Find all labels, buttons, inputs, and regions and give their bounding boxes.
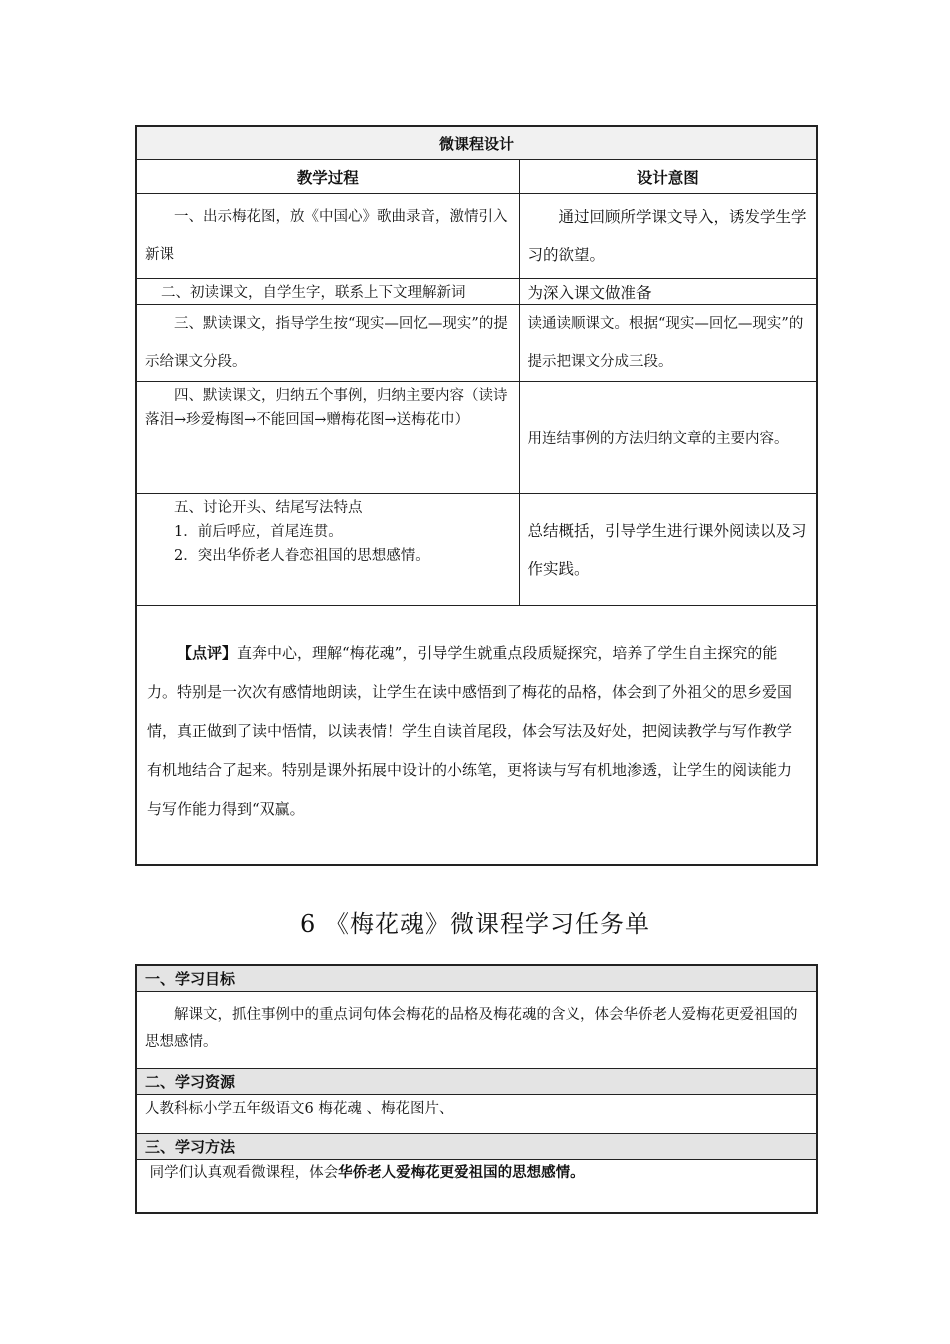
intent-cell-3: 读通读顺课文。根据“现实—回忆—现实”的提示把课文分成三段。 [519, 305, 817, 382]
section-learning-resources-body: 人教科标小学五年级语文6 梅花魂 、梅花图片、 [136, 1095, 817, 1134]
process-5-line-1: 五、讨论开头、结尾写法特点 [174, 500, 363, 516]
review-text: 直奔中心，理解“梅花魂”，引导学生就重点段质疑探究，培养了学生自主探究的能力。特别是一次次有感情地朗读，让学生在读中感悟到了梅花的品格，体会到了外祖父的思乡爱国情，真正做到了读中悟情，以读表情！学生自读首尾段，体会写法及好处，把阅读教学与写作教学有机地结合了起来。特别是课外拓展中设计的小练笔，更将读与写有机地渗透，让学生的阅读能力与写作能力得到“双赢。 [147, 644, 793, 818]
review-tag: 【点评】 [177, 644, 238, 662]
process-cell-3: 三、默读课文，指导学生按“现实—回忆—现实”的提示给课文分段。 [136, 305, 519, 382]
process-cell-1: 一、出示梅花图，放《中国心》歌曲录音，激情引入新课 [136, 194, 519, 279]
process-cell-4: 四、默读课文，归纳五个事例，归纳主要内容（读诗落泪→珍爱梅图→不能回国→赠梅花图→送梅花巾） [136, 382, 519, 494]
section-learning-resources-title: 二、学习资源 [136, 1069, 817, 1095]
section-learning-methods-body [136, 1160, 817, 1214]
intent-cell-5: 总结概括，引导学生进行课外阅读以及习作实践。 [519, 494, 817, 606]
column-header-intent: 设计意图 [519, 160, 817, 194]
methods-text-plain: 同学们认真观看微课程，体会 [149, 1165, 339, 1181]
process-cell-2: 二、初读课文，自学生字，联系上下文理解新词 [136, 279, 519, 305]
process-5-line-2: 1．前后呼应，首尾连贯。 [174, 524, 343, 540]
review-comment [136, 606, 817, 865]
section-learning-goals-title: 一、学习目标 [136, 965, 817, 992]
process-cell-5 [136, 494, 519, 606]
micro-course-design-table [135, 125, 818, 866]
task-sheet-title: 6 《梅花魂》微课程学习任务单 [300, 910, 650, 938]
section-learning-methods-title: 三、学习方法 [136, 1134, 817, 1160]
learning-task-sheet-table [135, 964, 818, 1214]
design-table-title: 微课程设计 [136, 126, 817, 160]
column-header-process: 教学过程 [136, 160, 519, 194]
process-5-line-3: 2．突出华侨老人眷恋祖国的思想感情。 [174, 548, 430, 564]
methods-text-bold: 华侨老人爱梅花更爱祖国的思想感情。 [338, 1165, 585, 1181]
section-learning-goals-body: 解课文，抓住事例中的重点词句体会梅花的品格及梅花魂的含义，体会华侨老人爱梅花更爱祖国的思想感情。 [136, 992, 817, 1069]
intent-cell-2: 为深入课文做准备 [519, 279, 817, 305]
intent-cell-4: 用连结事例的方法归纳文章的主要内容。 [519, 382, 817, 494]
intent-cell-1: 通过回顾所学课文导入，诱发学生学习的欲望。 [519, 194, 817, 279]
